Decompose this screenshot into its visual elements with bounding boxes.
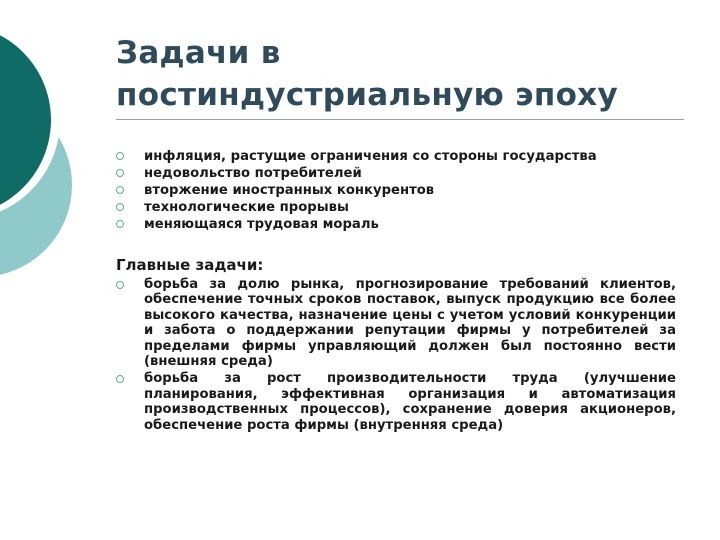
- challenge-text: технологические прорывы: [144, 200, 349, 215]
- circle-bullet-icon: [116, 152, 124, 160]
- slide-title: [116, 32, 696, 116]
- circle-bullet-icon: [116, 281, 124, 289]
- circle-bullet-icon: [116, 375, 124, 383]
- list-item: [116, 216, 696, 233]
- decorative-circles: [0, 0, 120, 300]
- circle-bullet-icon: [116, 186, 124, 194]
- main-tasks-list: [116, 277, 676, 435]
- challenge-text: меняющаяся трудовая мораль: [144, 217, 379, 232]
- circle-bullet-icon: [116, 169, 124, 177]
- challenge-text: инфляция, растущие ограничения со стороны государства: [144, 149, 597, 164]
- title-line-2: постиндустриальную эпоху: [116, 77, 618, 113]
- challenge-text: вторжение иностранных конкурентов: [144, 183, 435, 198]
- task-text: борьба за рост производительности труда (улучшение планирования, эффективная организация и автоматизация производственных процессов), сохранение доверия акционеров, обеспечение роста фирмы (внутренняя среда): [144, 371, 676, 433]
- challenges-list: [116, 148, 696, 233]
- circle-bullet-icon: [116, 220, 124, 228]
- list-item: [116, 182, 696, 199]
- list-item: [116, 199, 696, 216]
- title-line-1: Задачи в: [116, 35, 281, 71]
- challenge-text: недовольство потребителей: [144, 166, 362, 181]
- title-divider: [116, 119, 684, 120]
- list-item: [116, 148, 696, 165]
- list-item: [116, 371, 676, 433]
- circle-bullet-icon: [116, 203, 124, 211]
- list-item: [116, 165, 696, 182]
- task-text: борьба за долю рынка, прогнозирование требований клиентов, обеспечение точных сроков поставок, выпуск продукцию все более высокого качества, назначение цены с учетом условий конкуренции и забота о поддержании репутации фирмы у потребителей за пределами фирмы управляющий должен был постоянно вести (внешняя среда): [144, 277, 676, 370]
- main-tasks-heading: Главные задачи:: [116, 256, 264, 274]
- list-item: [116, 277, 676, 369]
